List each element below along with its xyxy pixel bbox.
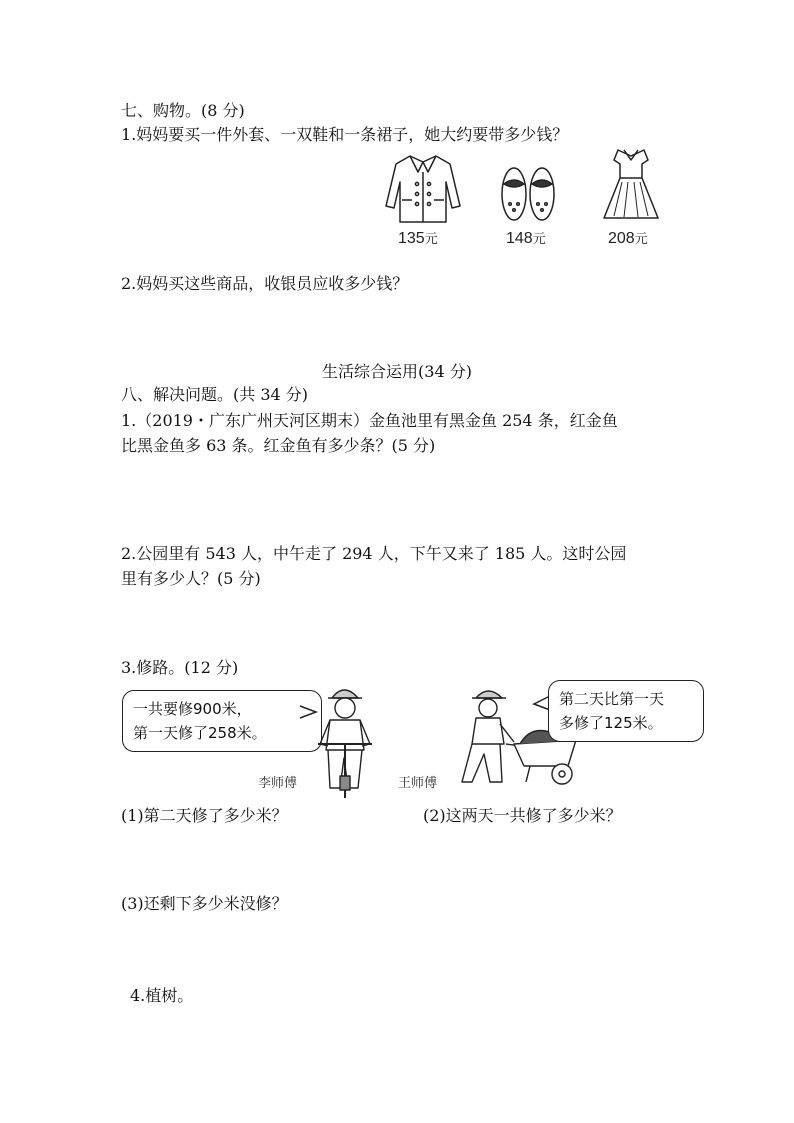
worker-li-drilling-icon (312, 680, 378, 802)
section7-title: 七、购物。(8 分) (121, 101, 245, 120)
section8-question-1-line-1: 1.（2019・广东广州天河区期末）金鱼池里有黑金鱼 254 条，红金鱼 (121, 411, 618, 430)
section8-question-2-line-1: 2.公园里有 543 人，中午走了 294 人，下午又来了 185 人。这时公园 (121, 544, 627, 563)
worker-wang-label: 王师傅 (398, 776, 438, 791)
dress-icon (596, 146, 666, 226)
bubble-left-line-2: 第一天修了258米。 (133, 724, 267, 742)
part-title: 生活综合运用(34 分) (322, 362, 472, 381)
section8-title: 八、解决问题。(共 34 分) (121, 385, 309, 404)
section8-subquestion-2: (2)这两天一共修了多少米？ (423, 806, 622, 825)
bubble-right-line-1: 第二天比第一天 (559, 690, 665, 708)
coat-icon (380, 150, 466, 226)
worker-li-label: 李师傅 (258, 776, 298, 791)
section7-question-2: 2.妈妈买这些商品，收银员应收多少钱？ (121, 274, 409, 293)
section8-question-1-line-2: 比黑金鱼多 63 条。红金鱼有多少条？(5 分) (121, 436, 436, 455)
section8-question-2-line-2: 里有多少人？(5 分) (121, 569, 261, 588)
section8-question-4-title: 4.植树。 (130, 986, 194, 1005)
shoes-price: 148元 (506, 230, 546, 247)
bubble-left-line-1: 一共要修900米， (133, 700, 252, 718)
bubble-right-tail (530, 694, 550, 714)
coat-price: 135元 (398, 230, 438, 247)
dress-price: 208元 (608, 230, 648, 247)
section8-subquestion-1: (1)第二天修了多少米？ (121, 806, 288, 825)
section7-question-1: 1.妈妈要买一件外套、一双鞋和一条裙子，她大约要带多少钱？ (121, 125, 569, 144)
speech-bubble-right (548, 680, 704, 742)
section8-subquestion-3: (3)还剩下多少米没修？ (121, 894, 288, 913)
bubble-right-line-2: 多修了125米。 (559, 714, 663, 732)
speech-bubble-left (122, 690, 322, 752)
section8-question-3-title: 3.修路。(12 分) (121, 658, 239, 677)
shoes-icon (498, 160, 558, 224)
